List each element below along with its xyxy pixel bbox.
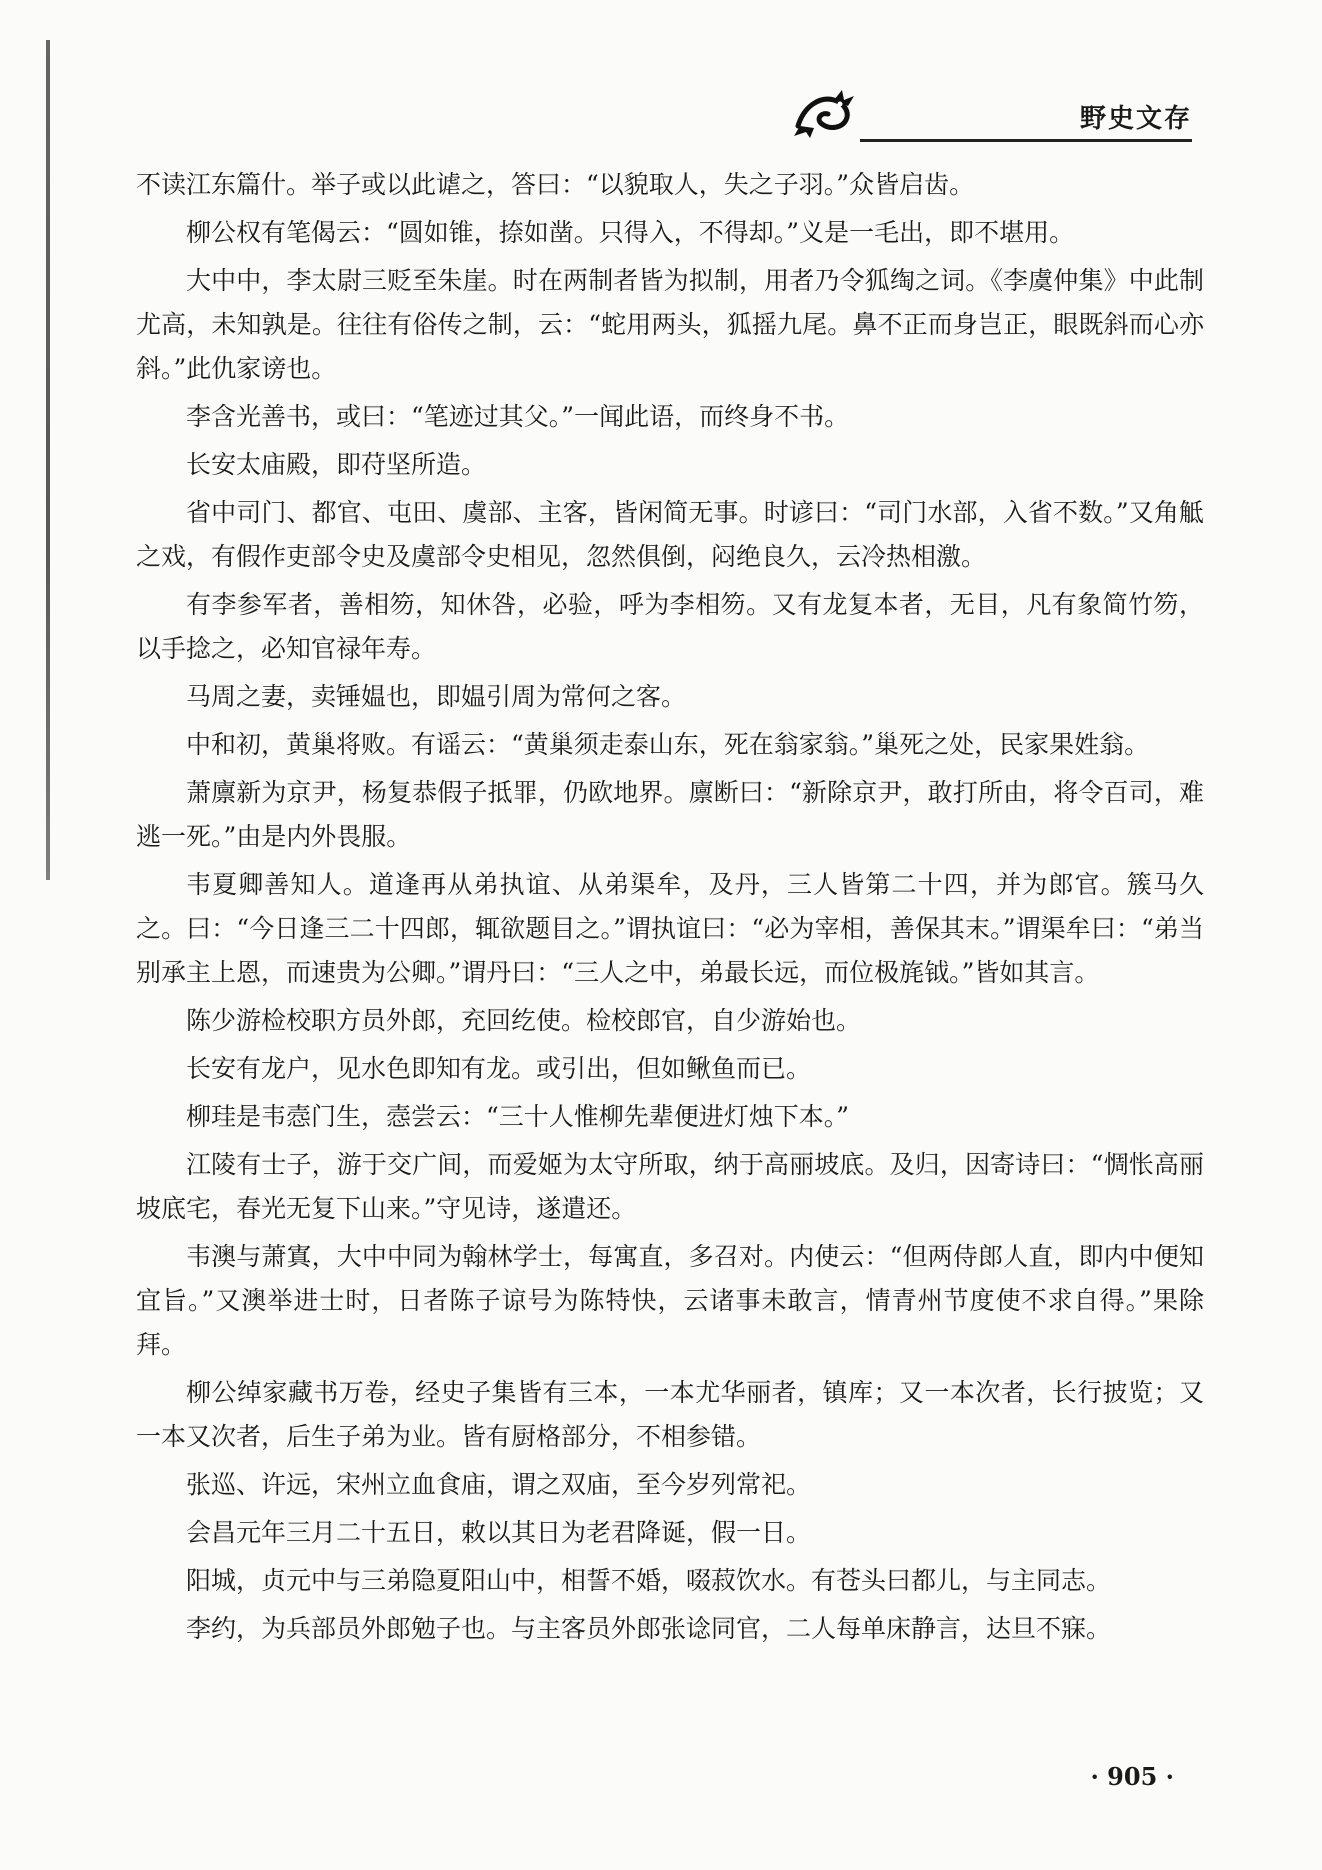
paragraph: 中和初，黄巢将败。有谣云：“黄巢须走泰山东，死在翁家翁。”巢死之处，民家果姓翁。 — [186, 730, 1150, 759]
paragraph: 长安太庙殿，即苻坚所造。 — [186, 450, 487, 479]
paragraph: 萧廪新为京尹，杨复恭假子抵罪，仍欧地界。廪断曰：“新除京尹，敢打所由，将令百司，难逃一死。”由是内外畏服。 — [136, 778, 1204, 851]
paragraph: 陈少游检校职方员外郎，充回纥使。检校郎官，自少游始也。 — [186, 1006, 862, 1035]
running-header — [790, 86, 1192, 142]
paragraph: 柳珪是韦悫门生，悫尝云：“三十人惟柳先辈便进灯烛下本。” — [186, 1102, 850, 1131]
paragraph: 大中中，李太尉三贬至朱崖。时在两制者皆为拟制，用者乃令狐绹之词。《李虞仲集》中此制尤高，未知孰是。往往有俗传之制，云：“蛇用两头，狐摇九尾。鼻不正而身岂正，眼既斜而心亦斜。”此仇家谤也。 — [136, 266, 1204, 383]
page-number: · 905 · — [1090, 1762, 1174, 1791]
header-rule — [860, 139, 1192, 142]
paragraph: 马周之妻，卖锤媪也，即媪引周为常何之客。 — [186, 682, 687, 711]
paragraph: 江陵有士子，游于交广间，而爱姬为太守所取，纳于高丽坡底。及归，因寄诗曰：“惆怅高丽坡底宅，春光无复下山来。”守见诗，遂遣还。 — [136, 1150, 1204, 1223]
paragraph: 不读江东篇什。举子或以此谑之，答曰：“以貌取人，失之子羽。”众皆启齿。 — [136, 170, 975, 199]
paragraph: 柳公权有笔偈云：“圆如锥，捺如凿。只得入，不得却。”义是一毛出，即不堪用。 — [186, 218, 1075, 247]
paragraph: 李约，为兵部员外郎勉子也。与主客员外郎张谂同官，二人每单床静言，达旦不寐。 — [186, 1614, 1112, 1643]
header-title: 野史文存 — [1079, 104, 1192, 134]
binding-shadow — [46, 40, 50, 880]
paragraph: 省中司门、都官、屯田、虞部、主客，皆闲简无事。时谚曰：“司门水部，入省不数。”又角觝之戏，有假作吏部令史及虞部令史相见，忽然俱倒，闷绝良久，云冷热相激。 — [136, 498, 1204, 571]
paragraph: 韦夏卿善知人。道逢再从弟执谊、从弟渠牟，及丹，三人皆第二十四，并为郎官。簇马久之。曰：“今日逢三二十四郎，辄欲题目之。”谓执谊曰：“必为宰相，善保其末。”谓渠牟曰：“弟当别承主上恩，而速贵为公卿。”谓丹曰：“三人之中，弟最长远，而位极旄钺。”皆如其言。 — [136, 870, 1204, 987]
dragon-emblem-icon — [790, 86, 860, 140]
paragraph: 韦澳与萧寘，大中中同为翰林学士，每寓直，多召对。内使云：“但两侍郎人直，即内中便知宜旨。”又澳举进士时，日者陈子谅号为陈特快，云诸事未敢言，情青州节度使不求自得。”果除拜。 — [136, 1242, 1204, 1359]
paragraph: 长安有龙户，见水色即知有龙。或引出，但如鳅鱼而已。 — [186, 1054, 812, 1083]
paragraph: 阳城，贞元中与三弟隐夏阳山中，相誓不婚，啜菽饮水。有苍头曰都儿，与主同志。 — [186, 1566, 1112, 1595]
paragraph: 会昌元年三月二十五日，敕以其日为老君降诞，假一日。 — [186, 1518, 812, 1547]
paragraph: 有李参军者，善相笏，知休咎，必验，呼为李相笏。又有龙复本者，无目，凡有象简竹笏，以手捻之，必知官禄年寿。 — [136, 590, 1204, 663]
paragraph: 柳公绰家藏书万卷，经史子集皆有三本，一本尤华丽者，镇库；又一本次者，长行披览；又一本又次者，后生子弟为业。皆有厨格部分，不相参错。 — [136, 1378, 1204, 1451]
paragraph: 李含光善书，或曰：“笔迹过其父。”一闻此语，而终身不书。 — [186, 402, 850, 431]
paragraph: 张巡、许远，宋州立血食庙，谓之双庙，至今岁列常祀。 — [186, 1470, 812, 1499]
body-text — [136, 163, 1204, 1655]
